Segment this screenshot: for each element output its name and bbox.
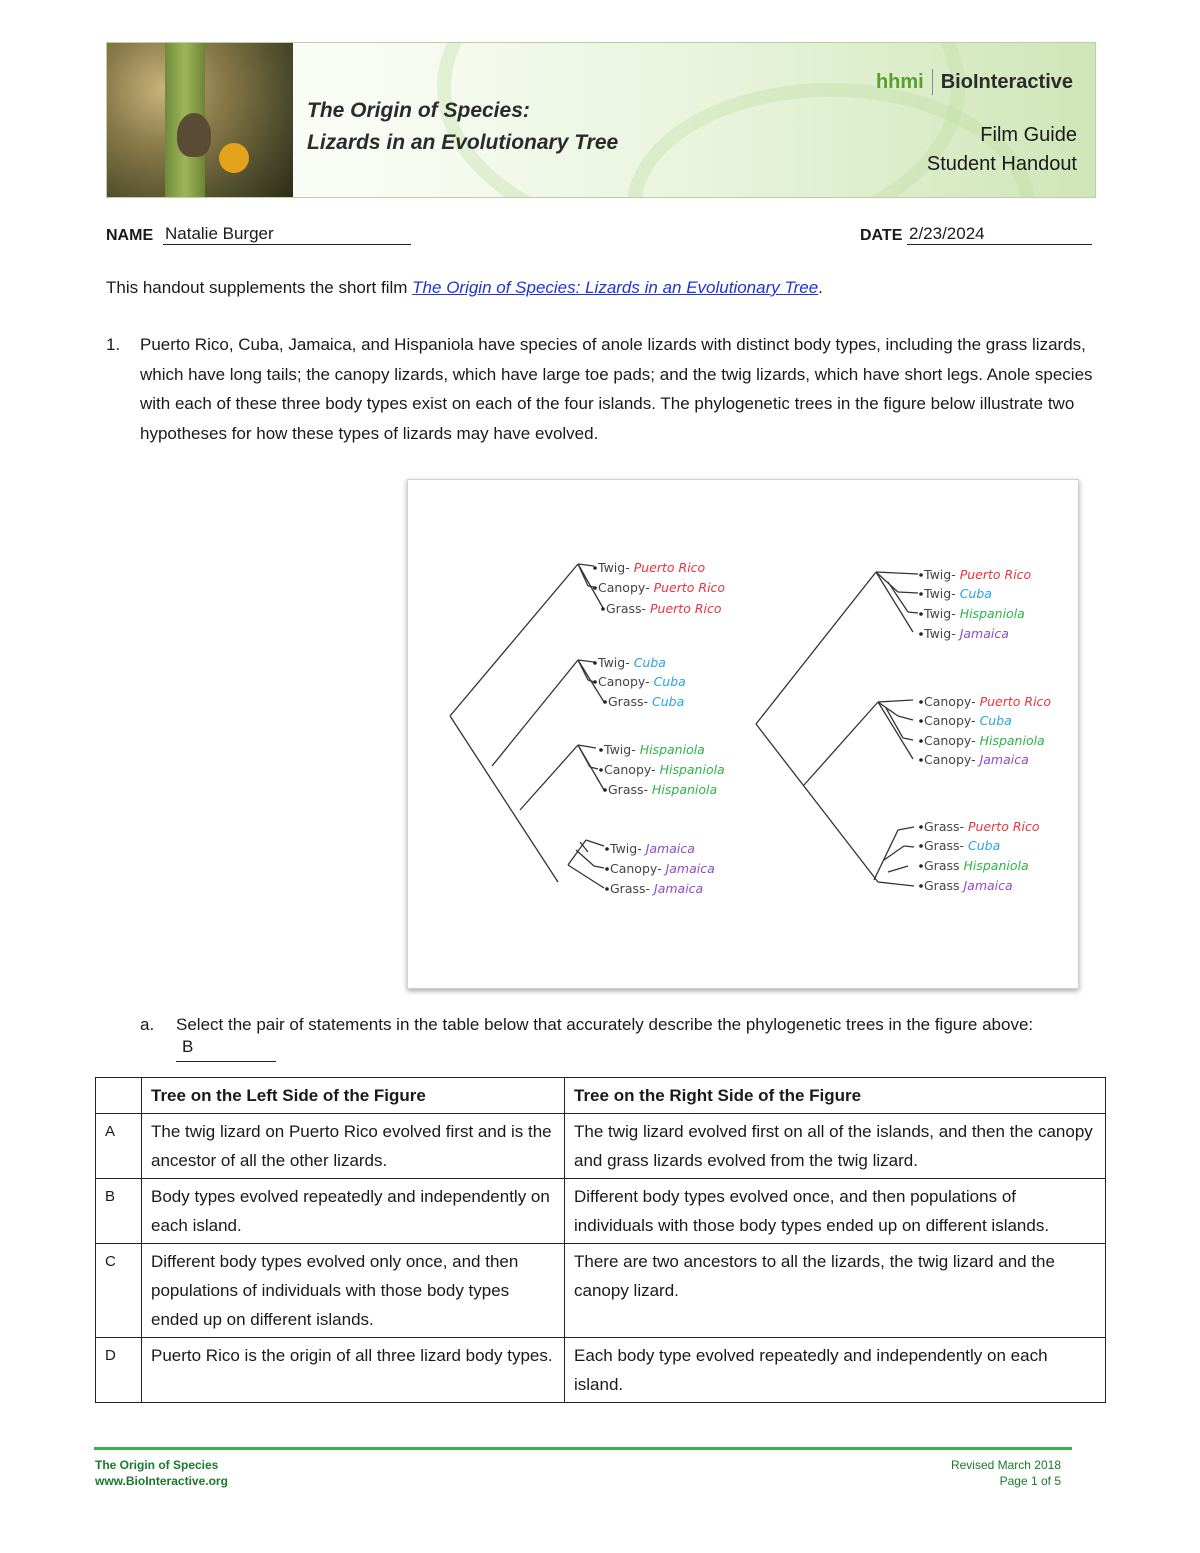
table-header-right-tree: Tree on the Right Side of the Figure (565, 1078, 1106, 1114)
right-tree-leaf-dot (919, 864, 923, 868)
left-tree-leaf-dot (603, 788, 607, 792)
right-tree-branches (756, 572, 918, 886)
table-row (96, 1179, 1106, 1244)
answer-field[interactable]: B (176, 1032, 276, 1063)
left-tree-leaf-label: Grass- Hispaniola (608, 782, 718, 797)
left-tree-leaf-label: Grass- Puerto Rico (606, 601, 722, 616)
left-tree-leaf-label: Canopy- Cuba (598, 674, 686, 689)
right-tree-leaf-label: Canopy- Puerto Rico (924, 694, 1052, 709)
right-tree-leaf-label: Grass Jamaica (924, 878, 1013, 893)
right-tree-leaf-dot (919, 700, 923, 704)
lizard-photo (107, 43, 293, 197)
subquestion-text: Select the pair of statements in the table below that accurately describe the phylogenetic trees in the figure above: B (176, 1010, 1076, 1070)
tree-diagram (408, 480, 1080, 990)
right-tree-leaf-label: Twig- Cuba (924, 586, 992, 601)
right-tree-leaf-label: Canopy- Jamaica (924, 752, 1029, 767)
left-tree-leaf-dot (593, 680, 597, 684)
right-tree-leaf-label: Twig- Hispaniola (924, 606, 1025, 621)
left-tree-labels (593, 560, 725, 896)
left-tree-branches (450, 564, 604, 888)
right-tree-leaf-dot (919, 592, 923, 596)
left-tree-leaf-dot (601, 607, 605, 611)
left-tree-leaf-label: Grass- Cuba (608, 694, 685, 709)
intro-text: This handout supplements the short film The Origin of Species: Lizards in an Evolutionary Tree. (106, 278, 823, 297)
left-tree-leaf-dot (599, 748, 603, 752)
left-tree-leaf-dot (603, 700, 607, 704)
footer-right: Revised March 2018 Page 1 of 5 (950, 1458, 1061, 1488)
left-tree-leaf-label: Canopy- Jamaica (610, 861, 715, 876)
answer-options-table (95, 1077, 1106, 1403)
left-tree-leaf-label: Grass- Jamaica (610, 881, 704, 896)
table-header-left-tree: Tree on the Left Side of the Figure (142, 1078, 565, 1114)
left-tree-leaf-dot (599, 768, 603, 772)
right-tree-leaf-label: Twig- Puerto Rico (924, 567, 1032, 582)
footer-website-link[interactable]: www.BioInteractive.org (95, 1474, 228, 1488)
option-letter: B (96, 1179, 142, 1244)
question-text: Puerto Rico, Cuba, Jamaica, and Hispaniola have species of anole lizards with distinct body types, including the grass lizards, which have long tails; the canopy lizards, which have large toe pads; and the twig lizards, which have short legs. Anole species with each of these three body types exist on each of the four islands. The phylogenetic trees in the figure below illustrate two hypotheses for how these types of lizards may have evolved. (140, 335, 1093, 443)
date-field[interactable]: 2/23/2024 (907, 224, 1092, 245)
option-letter: C (96, 1244, 142, 1338)
table-row (96, 1114, 1106, 1179)
left-tree-leaf-dot (605, 887, 609, 891)
header-banner (106, 42, 1096, 198)
page-number: Page 1 of 5 (999, 1474, 1061, 1488)
right-tree-leaf-label: Grass- Puerto Rico (924, 819, 1040, 834)
left-tree-leaf-label: Canopy- Hispaniola (604, 762, 725, 777)
left-tree-leaf-label: Canopy- Puerto Rico (598, 580, 726, 595)
name-label: NAME (106, 227, 154, 244)
table-row (96, 1244, 1106, 1338)
right-tree-leaf-dot (919, 758, 923, 762)
name-field[interactable]: Natalie Burger (163, 224, 411, 245)
date-label: DATE (860, 227, 903, 244)
table-header-row (96, 1078, 1106, 1114)
table-row (96, 1338, 1106, 1403)
option-left-statement: Different body types evolved only once, and then populations of individuals with those body types ended up on different islands. (142, 1244, 565, 1338)
left-tree-leaf-label: Twig- Cuba (598, 655, 666, 670)
option-right-statement: Different body types evolved once, and then populations of individuals with those body types ended up on different islands. (565, 1179, 1106, 1244)
footer-divider (94, 1447, 1072, 1450)
option-left-statement: Puerto Rico is the origin of all three lizard body types. (142, 1338, 565, 1403)
left-tree-leaf-label: Twig- Puerto Rico (598, 560, 706, 575)
right-tree-leaf-dot (919, 632, 923, 636)
left-tree-leaf-label: Twig- Jamaica (610, 841, 695, 856)
option-left-statement: Body types evolved repeatedly and independently on each island. (142, 1179, 565, 1244)
right-tree-leaf-label: Grass Hispaniola (924, 858, 1029, 873)
right-tree-leaf-label: Canopy- Hispaniola (924, 733, 1045, 748)
left-tree-leaf-dot (593, 586, 597, 590)
right-tree-leaf-label: Grass- Cuba (924, 838, 1001, 853)
left-tree-leaf-dot (605, 867, 609, 871)
right-tree-leaf-dot (919, 573, 923, 577)
option-left-statement: The twig lizard on Puerto Rico evolved first and is the ancestor of all the other lizards. (142, 1114, 565, 1179)
right-tree-labels (919, 567, 1051, 893)
left-tree-leaf-dot (593, 566, 597, 570)
subquestion-label: a. (140, 1015, 155, 1034)
option-right-statement: There are two ancestors to all the lizards, the twig lizard and the canopy lizard. (565, 1244, 1106, 1338)
question-number: 1. (106, 335, 121, 354)
footer-left: The Origin of Species www.BioInteractive.org (95, 1458, 228, 1488)
option-letter: D (96, 1338, 142, 1403)
left-tree-leaf-dot (593, 661, 597, 665)
left-tree-leaf-dot (605, 847, 609, 851)
left-tree-leaf-label: Twig- Hispaniola (604, 742, 705, 757)
right-tree-leaf-dot (919, 884, 923, 888)
option-right-statement: Each body type evolved repeatedly and independently on each island. (565, 1338, 1106, 1403)
right-tree-leaf-dot (919, 719, 923, 723)
hhmi-biointeractive-logo: hhmi BioInteractive (876, 69, 1073, 95)
right-tree-leaf-dot (919, 612, 923, 616)
right-tree-leaf-dot (919, 825, 923, 829)
document-type: Film Guide Student Handout (926, 124, 1077, 175)
film-link[interactable]: The Origin of Species: Lizards in an Evolutionary Tree (412, 278, 819, 297)
document-title: The Origin of Species: Lizards in an Evolutionary Tree (307, 99, 619, 154)
phylogenetic-tree-figure (407, 479, 1079, 989)
option-letter: A (96, 1114, 142, 1179)
option-right-statement: The twig lizard evolved first on all of the islands, and then the canopy and grass lizards evolved from the twig lizard. (565, 1114, 1106, 1179)
right-tree-leaf-label: Twig- Jamaica (924, 626, 1009, 641)
right-tree-leaf-dot (919, 739, 923, 743)
right-tree-leaf-label: Canopy- Cuba (924, 713, 1012, 728)
right-tree-leaf-dot (919, 844, 923, 848)
table-header-letter (96, 1078, 142, 1114)
